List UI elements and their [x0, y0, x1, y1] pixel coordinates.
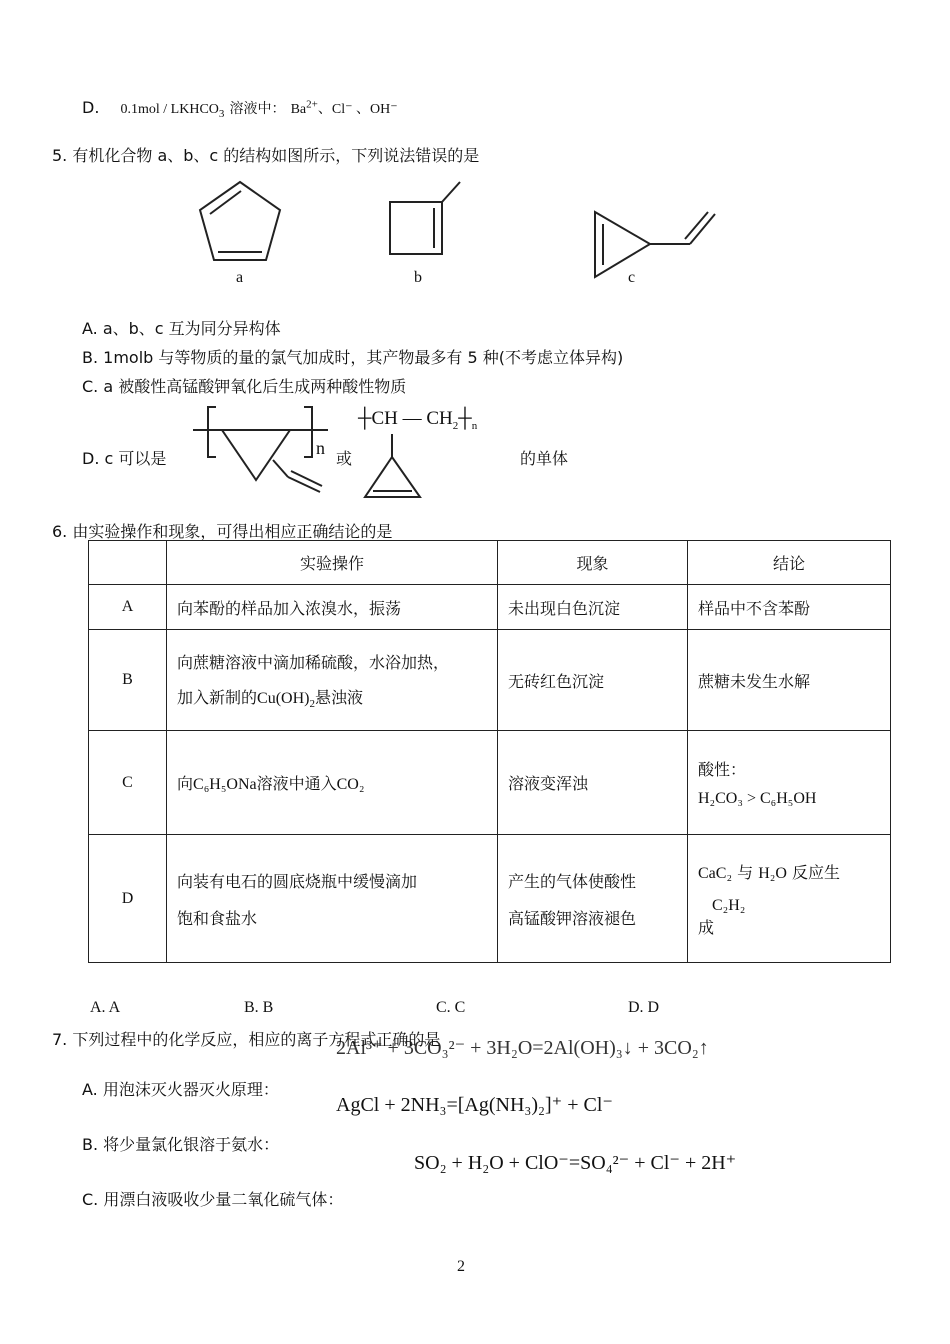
q6-choice-a: A. A [90, 999, 121, 1016]
row-c-op: 向C₆H₅ONa溶液中通入CO₂ [167, 731, 498, 835]
row-b-op: 向蔗糖溶液中滴加稀硫酸，水浴加热， 加入新制的$Cu(OH)_2$悬浊液 [167, 630, 498, 731]
q7-option-c: C. 用漂白液吸收少量二氧化硫气体： [82, 1190, 344, 1209]
q6-stem: 6. 由实验操作和现象，可得出相应正确结论的是 [52, 522, 393, 541]
polymer1-ring [222, 430, 290, 480]
q5-stem: 5. 有机化合物 a、b、c 的结构如图所示，下列说法错误的是 [52, 146, 480, 165]
header-cell-phen: 现象 [498, 541, 688, 585]
q5-option-a: A. a、b、c 互为同分异构体 [82, 319, 281, 338]
polymer1-bracket-left [208, 407, 216, 457]
q7-eq-a: 2Al³⁺ + 3CO₃²⁻ + 3H₂O=2Al(OH)₃↓ + 3CO₂↑ [336, 1037, 709, 1059]
row-a-op: 向苯酚的样品加入浓溴水，振荡 [167, 585, 498, 630]
row-d-op: 向装有电石的圆底烧瓶中缓慢滴加 饱和食盐水 [167, 835, 498, 963]
polymer1-vinyl1 [273, 460, 288, 477]
q7-option-a: A. 用泡沫灭火器灭火原理： [82, 1080, 279, 1099]
table-header-row [89, 541, 891, 585]
row-b-phen: 无砖红色沉淀 [498, 630, 688, 731]
polymer1-bracket-right [304, 407, 312, 457]
q6-choice-c: C. C [436, 999, 466, 1016]
row-c-con: 酸性： H₂CO₃ > C₆H₅OH [688, 731, 891, 835]
row-a-phen: 未出现白色沉淀 [498, 585, 688, 630]
row-c-label: C [89, 731, 167, 835]
polymer2-bracket-right: ┼ [458, 408, 472, 429]
polymer2-formula: ┼CH — $CH_2┼_n$ [358, 408, 478, 432]
row-d-label: D [89, 835, 167, 963]
row-c-phen: 溶液变浑浊 [498, 731, 688, 835]
q4-option-d [82, 98, 398, 120]
q5-option-d-label: D. c 可以是 [82, 449, 167, 468]
q4-d-ions: $Ba^{2+}$、Cl⁻ 、OH⁻ [290, 98, 398, 117]
q4-d-formula: $0.1mol / LKHCO_3$ [120, 102, 225, 120]
row-a-con: 样品中不含苯酚 [688, 585, 891, 630]
structure-label-b: b [414, 269, 422, 286]
row-d-con: CaC₂ 与 H₂O 反应生 C₂H₂ 成 [688, 835, 891, 963]
q4-d-label: D. [82, 98, 100, 117]
q7-eq-c: SO₂ + H₂O + ClO⁻=SO₄²⁻ + Cl⁻ + 2H⁺ [414, 1152, 737, 1174]
q5-polymer-2-ring [360, 432, 430, 502]
polymer1-vinyl3 [291, 471, 322, 486]
q5-structures [190, 172, 730, 297]
q6-table [88, 540, 891, 963]
table-row [89, 630, 891, 731]
polymer1-n: n [316, 438, 325, 458]
polymer2-bracket-left: ┼ [358, 408, 372, 429]
row-d-phen: 产生的气体使酸性 高锰酸钾溶液褪色 [498, 835, 688, 963]
header-cell-label [89, 541, 167, 585]
table-row [89, 731, 891, 835]
q7-option-b: B. 将少量氯化银溶于氨水： [82, 1135, 280, 1154]
q5-option-b: B. 1molb 与等物质的量的氯气加成时，其产物最多有 5 种(不考虑立体异构) [82, 348, 624, 367]
q5-option-d-tail: 的单体 [520, 449, 569, 468]
header-cell-con: 结论 [688, 541, 891, 585]
q5-option-c: C. a 被酸性高锰酸钾氧化后生成两种酸性物质 [82, 377, 407, 396]
structure-a-double2 [210, 191, 241, 214]
q6-choice-b: B. B [244, 999, 274, 1016]
table-row [89, 835, 891, 963]
table-row [89, 585, 891, 630]
structure-a-ring [200, 182, 280, 260]
page-number: 2 [457, 1258, 465, 1275]
q4-d-text: 溶液中： [229, 101, 286, 117]
row-b-label: B [89, 630, 167, 731]
structure-label-c: c [628, 269, 636, 286]
polymer1-vinyl2 [288, 477, 320, 492]
header-cell-op: 实验操作 [167, 541, 498, 585]
q5-option-d-or: 或 [336, 449, 353, 468]
q6-choice-d: D. D [628, 999, 660, 1016]
row-a-label: A [89, 585, 167, 630]
row-b-con: 蔗糖未发生水解 [688, 630, 891, 731]
q7-eq-b: AgCl + 2NH₃=[Ag(NH₃)₂]⁺ + Cl⁻ [336, 1094, 613, 1116]
structure-label-a: a [236, 269, 244, 286]
q7-stem: 7. 下列过程中的化学反应，相应的离子方程式正确的是 [52, 1030, 441, 1049]
structure-b-methyl [442, 182, 460, 202]
